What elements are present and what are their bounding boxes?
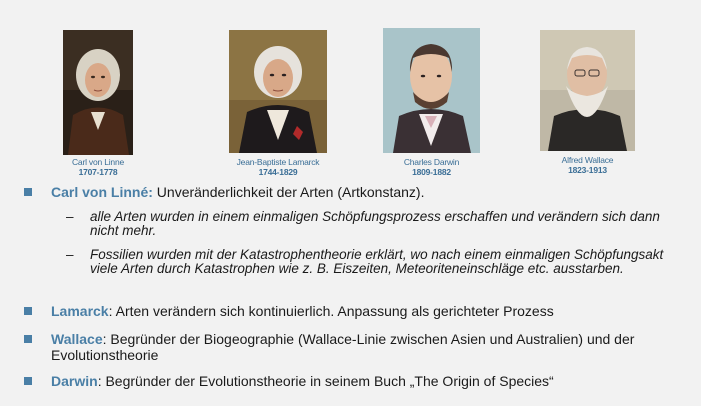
wallace-label: Wallace: [51, 331, 103, 347]
lamarck-years: 1744-1829: [258, 167, 298, 177]
lamarck-text: : Arten verändern sich kontinuierlich. Anpassung als gerichteter Prozess: [108, 303, 554, 319]
linne-text: Unveränderlichkeit der Arten (Artkonstanz).: [152, 184, 425, 200]
wallace-text: : Begründer der Biogeographie (Wallace-Linie zwischen Asien und Australien) und der Evolutionstheorie: [51, 331, 635, 363]
portrait-wallace: [540, 30, 635, 180]
lamarck-name: Jean-Baptiste Lamarck: [236, 157, 320, 167]
linne-label: Carl von Linné:: [51, 184, 153, 200]
portrait-darwin: [383, 28, 480, 180]
linne-image: [63, 30, 133, 155]
linne-subpoint-2-text: Fossilien wurden mit der Katastrophentheorie erklärt, wo nach einem einmaligen Schöpfungsakt viele Arten durch Katastrophen wie z. B. Eiszeiten, Meteoriteneinschläge etc. ausstarben.: [90, 247, 664, 276]
dash-icon: –: [66, 247, 74, 262]
darwin-name: Charles Darwin: [403, 157, 460, 167]
darwin-text: : Begründer der Evolutionstheorie in seinem Buch „The Origin of Species“: [97, 373, 554, 389]
bullet-square-icon: [24, 335, 32, 343]
wallace-years: 1823-1913: [568, 165, 607, 175]
linne-years: 1707-1778: [78, 167, 118, 177]
lamarck-image: [229, 30, 327, 153]
portrait-linne: [63, 30, 133, 180]
linne-name: Carl von Linne: [71, 157, 124, 167]
wallace-image: [540, 30, 635, 151]
dash-icon: –: [66, 209, 74, 224]
portrait-row: [0, 0, 701, 182]
darwin-image: [383, 28, 480, 153]
lamarck-label: Lamarck: [51, 303, 109, 319]
portrait-lamarck: [229, 30, 327, 180]
linne-subpoint-1-text: alle Arten wurden in einem einmaligen Schöpfungsprozess erschaffen und verändern sich dann nicht mehr.: [90, 209, 660, 238]
bullet-square-icon: [24, 377, 32, 385]
wallace-name: Alfred Wallace: [561, 155, 614, 165]
darwin-label: Darwin: [51, 373, 98, 389]
darwin-years: 1809-1882: [412, 167, 451, 177]
bullet-square-icon: [24, 307, 32, 315]
bullet-square-icon: [24, 188, 32, 196]
